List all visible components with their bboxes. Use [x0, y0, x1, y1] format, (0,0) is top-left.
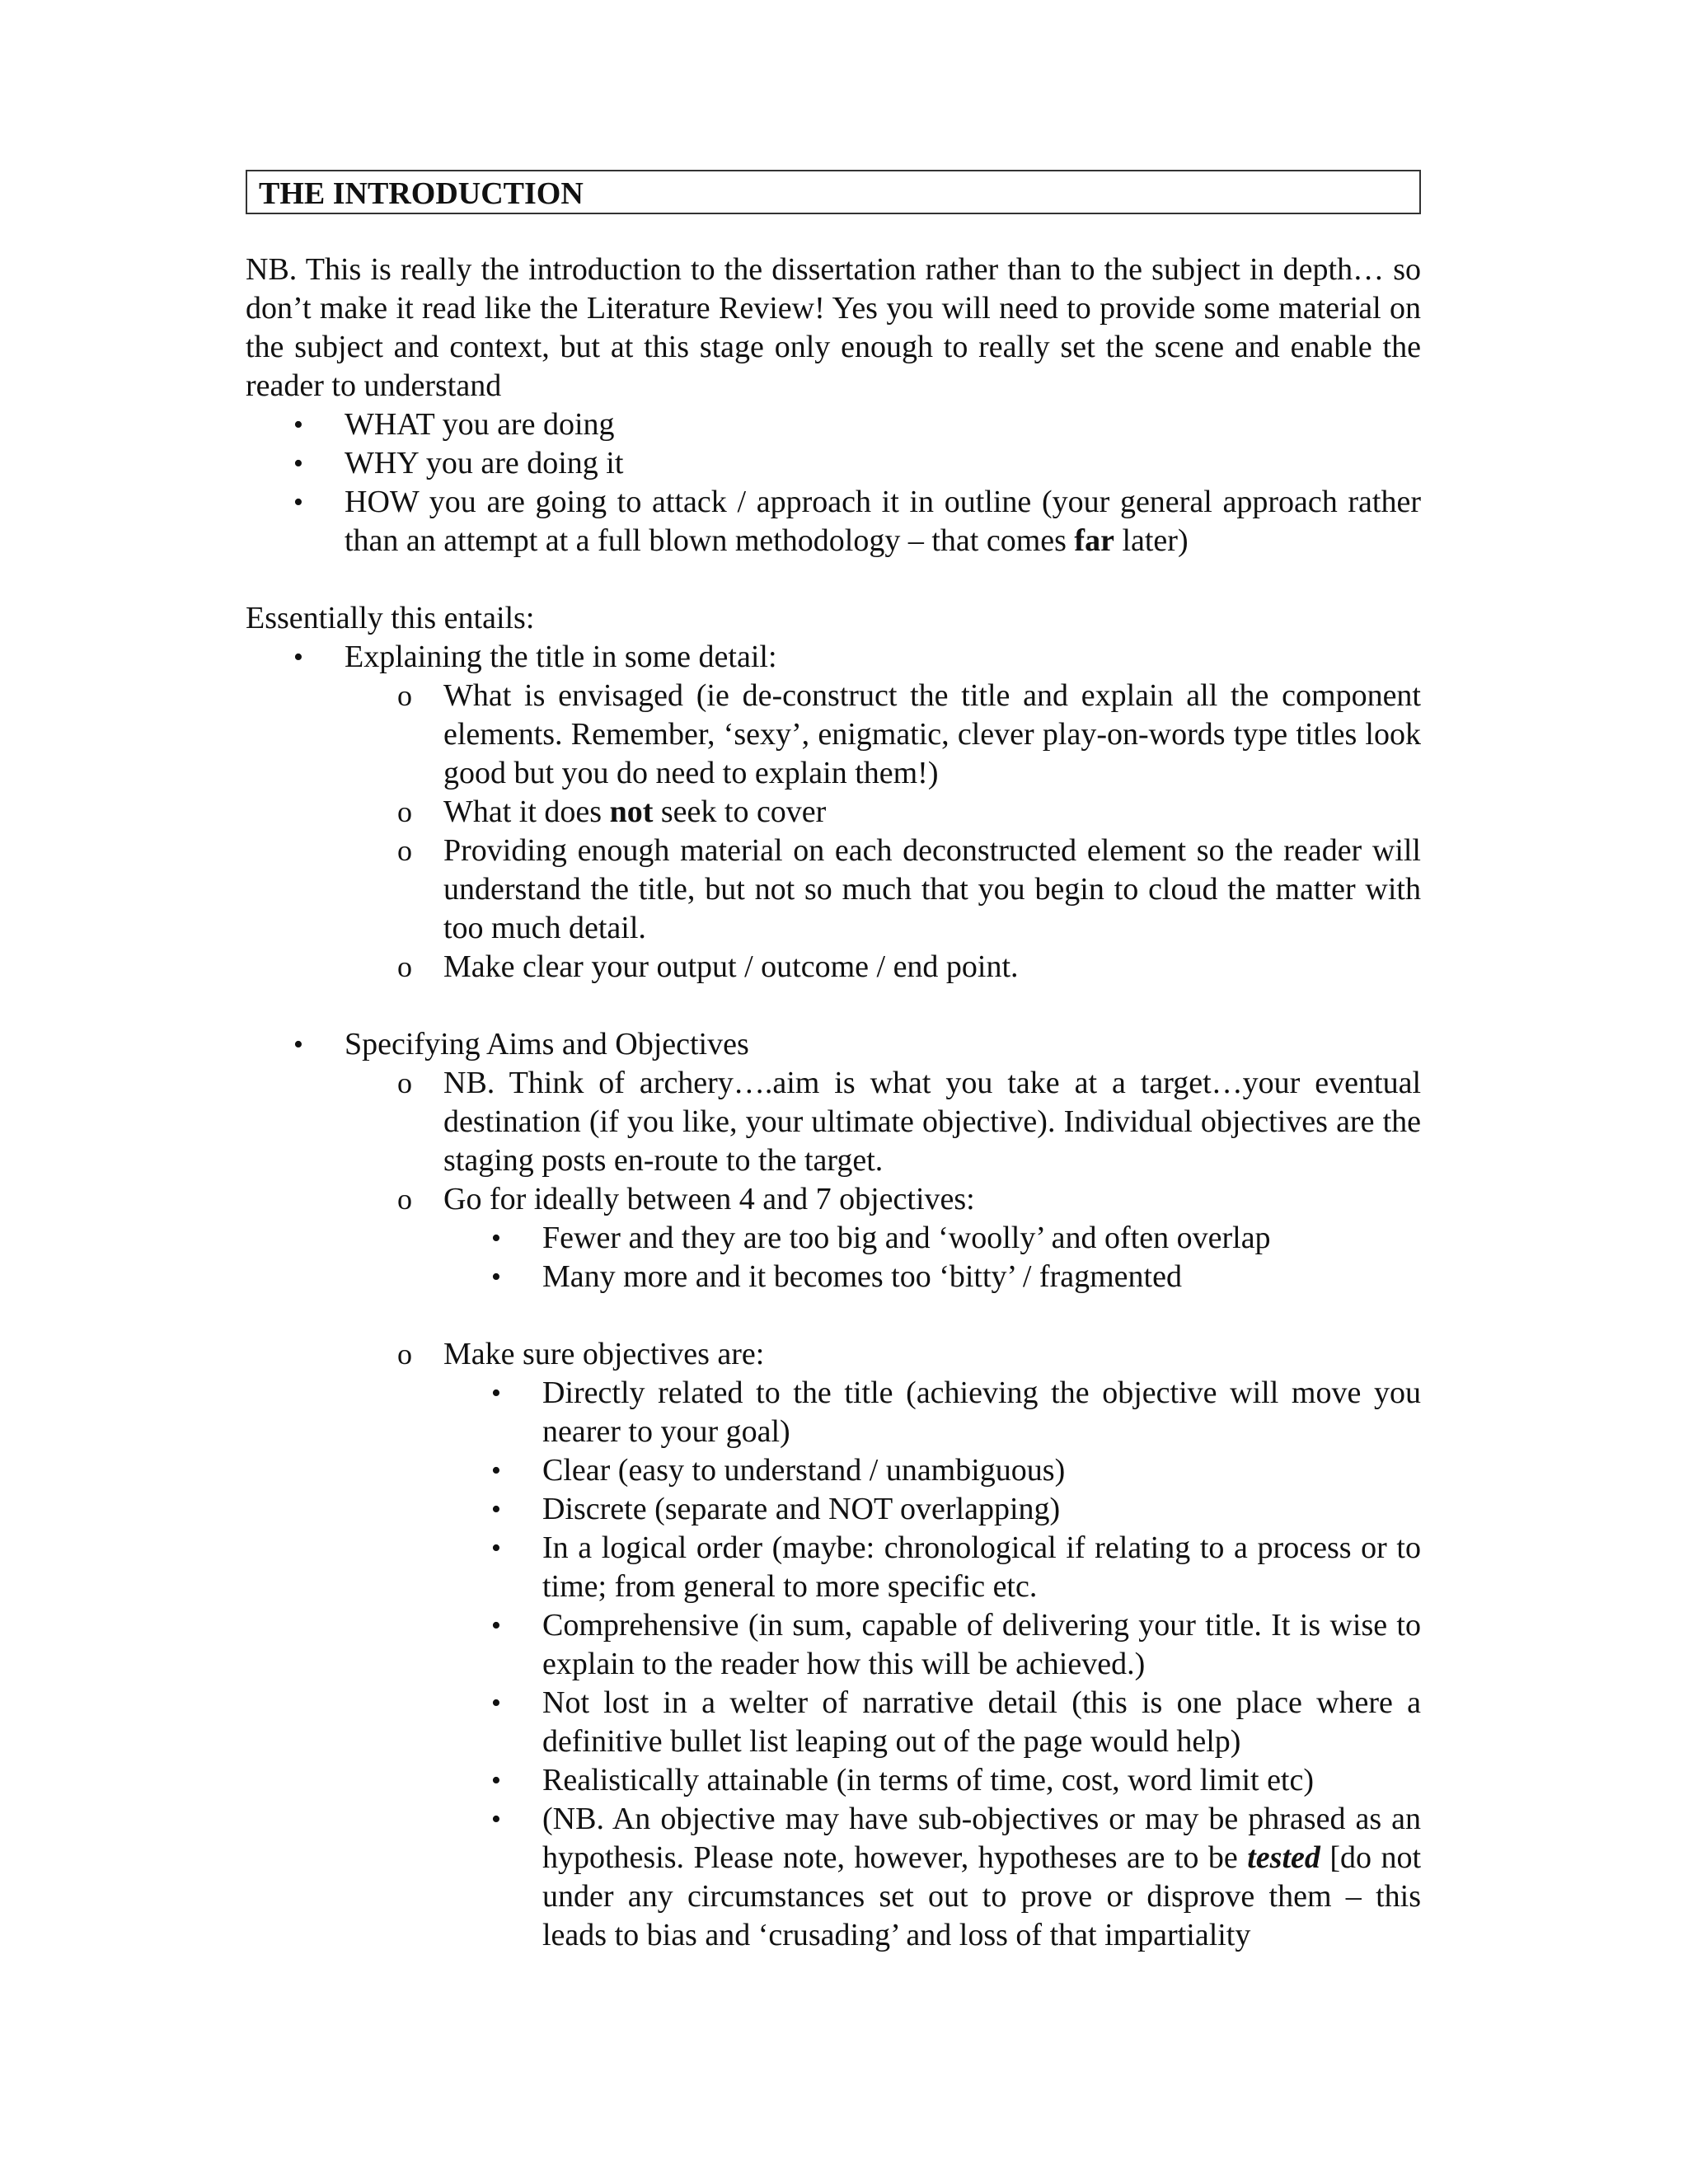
bullet-icon: • [491, 1688, 501, 1718]
list-item: • HOW you are going to attack / approach it in outline (your general approach rather than an attempt at a full blown methodology – that comes far later) [293, 485, 1421, 558]
list-item: o What it does not seek to cover [345, 793, 1421, 832]
bullet-icon: • [491, 1494, 501, 1525]
bullet-icon: • [491, 1378, 501, 1408]
bullet-icon: • [293, 487, 303, 518]
make-sure-sublist [443, 1374, 1421, 1955]
list-item: • Fewer and they are too big and ‘woolly’ and often overlap [443, 1219, 1421, 1258]
circle-bullet-icon: o [397, 1338, 412, 1371]
list-item: o Make sure objectives are: • Directly related to the title (achieving the objective will move you nearer to your goal) • Clear (easy to understand / unambiguous) • Discrete (separate and NOT overlapping) • In a logical order (maybe: chronological if relating to a process or to time; from general to more specific etc. • Comprehensive (in sum, capable of delivering your title. It is wise to explain to the reader how this will be achieved.) • Not lost in a welter of narrative detail (this is one place where a definitive bullet list leaping out of the page would help) • Realistically attainable (in terms of time, cost, word limit etc) • (NB. An objective may have sub-objectives or may be phrased as an hypothesis. Please note, however, hypotheses are to be tested [do not under any circumstances set out to prove or disprove them – this leads to bias and ‘crusading’ and loss of that impartiality [345, 1335, 1421, 1955]
bullet-icon: • [293, 410, 303, 440]
entails-list [246, 638, 1421, 1955]
circle-bullet-icon: o [397, 834, 412, 867]
essentially-heading: Essentially this entails: [246, 601, 535, 635]
list-item: • WHY you are doing it [246, 444, 1421, 483]
list-item: • In a logical order (maybe: chronological if relating to a process or to time; from general to more specific etc. [491, 1530, 1421, 1604]
list-item: • Directly related to the title (achieving the objective will move you nearer to your goal) [491, 1376, 1421, 1449]
bullet-icon: • [491, 1804, 501, 1835]
bullet-icon: • [293, 448, 303, 479]
circle-bullet-icon: o [397, 950, 412, 983]
list-item-aims: • Specifying Aims and Objectives o NB. Think of archery….aim is what you take at a target…your eventual destination (if you like, your ultimate objective). Individual objectives are the staging posts en-route to the target. o Go for ideally between 4 and 7 objectives: • Fewer and they are too big and ‘woolly’ and often overlap • Many more and it becomes too ‘bitty’ / fragmented o Make sure objectives are: • Directly related to the title (achieving the objective will move you nearer to your goal) • Clear (easy to understand / unambiguous) • Discrete (separate and NOT overlapping) • In a logical order (maybe: chronological if relating to a process or to time; from general to more specific etc. • Comprehensive (in sum, capable of delivering your title. It is wise to explain to the reader how this will be achieved.) • Not lost in a welter of narrative detail (this is one place where a definitive bullet list leaping out of the page would help) • Realistically attainable (in terms of time, cost, word limit etc) • (NB. An objective may have sub-objectives or may be phrased as an hypothesis. Please note, however, hypotheses are to be tested [do not under any circumstances set out to prove or disprove them – this leads to bias and ‘crusading’ and loss of that impartiality [246, 1025, 1421, 1955]
bullet-icon: • [491, 1262, 501, 1292]
list-item: • Not lost in a welter of narrative detail (this is one place where a definitive bullet list leaping out of the page would help) [491, 1685, 1421, 1759]
list-item-explaining: • Explaining the title in some detail: o What is envisaged (ie de-construct the title and explain all the component elements. Remember, ‘sexy’, enigmatic, clever play-on-words type titles look good but you do need to explain them!) o What it does not seek to cover o Providing enough material on each deconstructed element so the reader will understand the title, but not so much that you begin to cloud the matter with too much detail. o Make clear your output / outcome / end point. [246, 638, 1421, 987]
list-item: o NB. Think of archery….aim is what you take at a target…your eventual destination (if you like, your ultimate objective). Individual objectives are the staging posts en-route to the target. [397, 1066, 1421, 1178]
intro-bullet-list [246, 405, 1421, 560]
list-item: o Providing enough material on each deconstructed element so the reader will understand the title, but not so much that you begin to cloud the matter with too much detail. [397, 833, 1421, 945]
circle-bullet-icon: o [397, 1066, 412, 1099]
list-item: • Discrete (separate and NOT overlapping) [443, 1490, 1421, 1529]
bullet-icon: • [293, 642, 303, 673]
explaining-sublist [345, 677, 1421, 987]
circle-bullet-icon: o [397, 679, 412, 712]
intro-paragraph: NB. This is really the introduction to the dissertation rather than to the subject in depth… so don’t make it read like the Literature Review! Yes you will need to provide some material on the subject and context, but at this stage only enough to really set the scene and enable the reader to understand [246, 252, 1421, 403]
list-item: o What is envisaged (ie de-construct the title and explain all the component elements. Remember, ‘sexy’, enigmatic, clever play-on-words type titles look good but you do need to explain them!) [397, 678, 1421, 790]
list-item: • WHAT you are doing [246, 405, 1421, 444]
bullet-icon: • [491, 1223, 501, 1254]
list-item: • (NB. An objective may have sub-objectives or may be phrased as an hypothesis. Please note, however, hypotheses are to be tested [do not under any circumstances set out to prove or disprove them – this leads to bias and ‘crusading’ and loss of that impartiality [491, 1802, 1422, 1952]
bullet-icon: • [491, 1533, 501, 1563]
list-item: o Go for ideally between 4 and 7 objectives: • Fewer and they are too big and ‘woolly’ and often overlap • Many more and it becomes too ‘bitty’ / fragmented [345, 1180, 1421, 1296]
go-for-sublist [443, 1219, 1421, 1296]
circle-bullet-icon: o [397, 1183, 412, 1216]
list-item: • Many more and it becomes too ‘bitty’ / fragmented [443, 1258, 1421, 1296]
document-page [246, 170, 1421, 1955]
list-item: • Realistically attainable (in terms of time, cost, word limit etc) [443, 1761, 1421, 1800]
bullet-icon: • [491, 1610, 501, 1641]
circle-bullet-icon: o [397, 795, 412, 828]
section-title: THE INTRODUCTION [246, 170, 1421, 214]
bullet-icon: • [293, 1029, 303, 1060]
list-item: • Comprehensive (in sum, capable of delivering your title. It is wise to explain to the reader how this will be achieved.) [491, 1608, 1421, 1681]
list-item: • Clear (easy to understand / unambiguous) [443, 1451, 1421, 1490]
aims-sublist [345, 1064, 1421, 1955]
bullet-icon: • [491, 1455, 501, 1486]
list-item: o Make clear your output / outcome / end point. [345, 948, 1421, 987]
bullet-icon: • [491, 1765, 501, 1796]
